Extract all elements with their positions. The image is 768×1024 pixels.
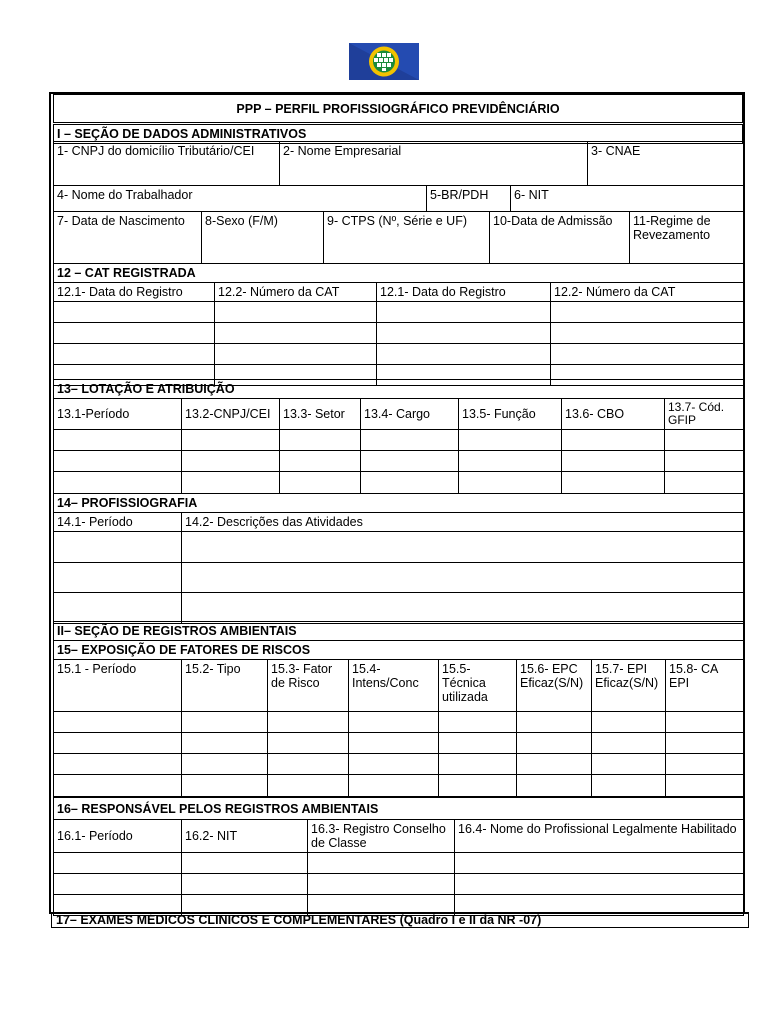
table-cell[interactable] <box>182 712 268 733</box>
table-cell[interactable] <box>517 754 592 775</box>
field-data-admissao[interactable]: 10-Data de Admissão <box>490 212 630 264</box>
table-cell[interactable] <box>182 754 268 775</box>
profissiografia-col-header: 14.2- Descrições das Atividades <box>182 513 744 532</box>
table-cell[interactable] <box>455 853 744 874</box>
exposicao-col-header: 15.4- Intens/Conc <box>349 660 439 712</box>
table-cell[interactable] <box>349 754 439 775</box>
table-cell[interactable] <box>349 712 439 733</box>
exposicao-col-header: 15.6- EPC Eficaz(S/N) <box>517 660 592 712</box>
responsavel-col-header: 16.3- Registro Conselho de Classe <box>308 820 455 853</box>
table-cell[interactable] <box>361 430 459 451</box>
admin-row2 <box>53 185 744 212</box>
table-cell[interactable] <box>54 775 182 797</box>
table-cell[interactable] <box>665 472 744 494</box>
lotacao-col-header: 13.1-Período <box>54 399 182 430</box>
responsavel-heading: 16– RESPONSÁVEL PELOS REGISTROS AMBIENTAIS <box>54 798 744 820</box>
exposicao-col-header: 15.8- CA EPI <box>666 660 744 712</box>
lotacao-col-header: 13.2-CNPJ/CEI <box>182 399 280 430</box>
table-cell[interactable] <box>665 430 744 451</box>
table-cell[interactable] <box>361 472 459 494</box>
table-cell[interactable] <box>308 874 455 895</box>
table-cell[interactable] <box>666 733 744 754</box>
table-cell[interactable] <box>54 451 182 472</box>
table-cell[interactable] <box>439 733 517 754</box>
exposicao-col-header: 15.7- EPI Eficaz(S/N) <box>592 660 666 712</box>
table-cell[interactable] <box>517 775 592 797</box>
table-cell[interactable] <box>551 302 744 323</box>
table-cell[interactable] <box>54 430 182 451</box>
form-title: PPP – PERFIL PROFISSIOGRÁFICO PREVIDÊNCIÁRIO <box>54 95 743 123</box>
lotacao-table <box>53 379 744 494</box>
table-cell[interactable] <box>377 344 551 365</box>
exposicao-col-header: 15.1 - Período <box>54 660 182 712</box>
cat-heading: 12 – CAT REGISTRADA <box>54 264 744 283</box>
table-cell[interactable] <box>377 323 551 344</box>
field-nome-trabalhador[interactable]: 4- Nome do Trabalhador <box>54 186 427 212</box>
table-cell[interactable] <box>182 775 268 797</box>
table-cell[interactable] <box>361 451 459 472</box>
table-cell[interactable] <box>182 532 744 563</box>
exposicao-col-header: 15.5- Técnica utilizada <box>439 660 517 712</box>
field-cnae[interactable]: 3- CNAE <box>588 142 744 186</box>
table-row <box>54 430 744 451</box>
table-cell[interactable] <box>455 874 744 895</box>
table-cell[interactable] <box>182 563 744 593</box>
table-cell[interactable] <box>182 733 268 754</box>
lotacao-col-header: 13.6- CBO <box>562 399 665 430</box>
previdencia-logo-icon <box>349 43 419 80</box>
table-cell[interactable] <box>665 451 744 472</box>
table-row <box>54 733 744 754</box>
table-row <box>54 323 744 344</box>
table-row <box>54 344 744 365</box>
table-cell[interactable] <box>439 775 517 797</box>
table-cell[interactable] <box>280 451 361 472</box>
cat-col-header: 12.2- Número da CAT <box>215 283 377 302</box>
table-row <box>54 853 744 874</box>
field-nit[interactable]: 6- NIT <box>511 186 744 212</box>
table-row <box>54 754 744 775</box>
table-cell[interactable] <box>349 733 439 754</box>
responsavel-col-header: 16.4- Nome do Profissional Legalmente Habilitado <box>455 820 744 853</box>
table-cell[interactable] <box>592 754 666 775</box>
exames-heading: 17– EXAMES MÉDICOS CLINICOS E COMPLEMENTARES (Quadro I e II da NR -07) <box>51 912 749 928</box>
table-row <box>54 451 744 472</box>
table-cell[interactable] <box>54 874 182 895</box>
field-nome-empresarial[interactable]: 2- Nome Empresarial <box>280 142 588 186</box>
table-row <box>54 775 744 797</box>
exposicao-table <box>53 621 744 797</box>
table-cell[interactable] <box>592 775 666 797</box>
table-cell[interactable] <box>592 733 666 754</box>
admin-row1 <box>53 141 744 186</box>
table-row <box>54 532 744 563</box>
table-cell[interactable] <box>280 472 361 494</box>
table-cell[interactable] <box>517 712 592 733</box>
exposicao-heading: 15– EXPOSIÇÃO DE FATORES DE RISCOS <box>54 641 744 660</box>
cat-col-header: 12.2- Número da CAT <box>551 283 744 302</box>
table-cell[interactable] <box>562 451 665 472</box>
table-cell[interactable] <box>54 754 182 775</box>
table-cell[interactable] <box>268 733 349 754</box>
table-cell[interactable] <box>268 775 349 797</box>
form-title-table <box>53 94 743 123</box>
cat-col-header: 12.1- Data do Registro <box>377 283 551 302</box>
table-cell[interactable] <box>268 754 349 775</box>
responsavel-col-header: 16.2- NIT <box>182 820 308 853</box>
table-cell[interactable] <box>551 344 744 365</box>
table-cell[interactable] <box>54 344 215 365</box>
table-cell[interactable] <box>592 712 666 733</box>
table-cell[interactable] <box>215 344 377 365</box>
profissiografia-heading: 14– PROFISSIOGRAFIA <box>54 494 744 513</box>
table-cell[interactable] <box>182 874 308 895</box>
table-cell[interactable] <box>280 430 361 451</box>
table-cell[interactable] <box>54 302 215 323</box>
table-cell[interactable] <box>551 323 744 344</box>
table-cell[interactable] <box>666 712 744 733</box>
table-cell[interactable] <box>54 563 182 593</box>
table-cell[interactable] <box>182 451 280 472</box>
table-cell[interactable] <box>54 323 215 344</box>
table-cell[interactable] <box>268 712 349 733</box>
lotacao-col-header: 13.5- Função <box>459 399 562 430</box>
section-ambientais-heading: II– SEÇÃO DE REGISTROS AMBIENTAIS <box>54 622 744 641</box>
table-cell[interactable] <box>666 754 744 775</box>
table-row <box>54 563 744 593</box>
table-cell[interactable] <box>349 775 439 797</box>
table-cell[interactable] <box>439 754 517 775</box>
lotacao-col-header: 13.7- Cód. GFIP <box>665 399 744 430</box>
field-cnpj[interactable]: 1- CNPJ do domicílio Tributário/CEI <box>54 142 280 186</box>
field-br-pdh[interactable]: 5-BR/PDH <box>427 186 511 212</box>
table-cell[interactable] <box>666 775 744 797</box>
profissiografia-col-header: 14.1- Período <box>54 513 182 532</box>
table-cell[interactable] <box>562 472 665 494</box>
table-cell[interactable] <box>517 733 592 754</box>
table-cell[interactable] <box>459 451 562 472</box>
responsavel-col-header: 16.1- Período <box>54 820 182 853</box>
table-cell[interactable] <box>54 532 182 563</box>
table-cell[interactable] <box>182 430 280 451</box>
table-cell[interactable] <box>182 593 744 624</box>
table-cell[interactable] <box>54 712 182 733</box>
field-ctps[interactable]: 9- CTPS (Nº, Série e UF) <box>324 212 490 264</box>
table-row <box>54 472 744 494</box>
table-row <box>54 302 744 323</box>
section-admin-heading: I – SEÇÃO DE DADOS ADMINISTRATIVOS <box>54 125 743 144</box>
lotacao-col-header: 13.3- Setor <box>280 399 361 430</box>
table-cell[interactable] <box>54 733 182 754</box>
table-row <box>54 874 744 895</box>
lotacao-heading: 13– LOTAÇÃO E ATRIBUIÇÃO <box>54 380 744 399</box>
exposicao-col-header: 15.2- Tipo <box>182 660 268 712</box>
cat-col-header: 12.1- Data do Registro <box>54 283 215 302</box>
exposicao-col-header: 15.3- Fator de Risco <box>268 660 349 712</box>
table-cell[interactable] <box>215 323 377 344</box>
admin-row3 <box>53 211 744 264</box>
table-cell[interactable] <box>308 853 455 874</box>
table-cell[interactable] <box>182 472 280 494</box>
profissiografia-table <box>53 493 744 624</box>
cat-table <box>53 263 744 386</box>
table-cell[interactable] <box>215 302 377 323</box>
table-cell[interactable] <box>377 302 551 323</box>
table-row <box>54 593 744 624</box>
table-row <box>54 712 744 733</box>
table-cell[interactable] <box>54 472 182 494</box>
responsavel-table <box>53 797 744 916</box>
table-cell[interactable] <box>562 430 665 451</box>
table-cell[interactable] <box>439 712 517 733</box>
field-sexo[interactable]: 8-Sexo (F/M) <box>202 212 324 264</box>
table-cell[interactable] <box>459 430 562 451</box>
table-cell[interactable] <box>54 853 182 874</box>
lotacao-col-header: 13.4- Cargo <box>361 399 459 430</box>
table-cell[interactable] <box>54 593 182 624</box>
table-cell[interactable] <box>459 472 562 494</box>
table-cell[interactable] <box>182 853 308 874</box>
field-regime-revezamento[interactable]: 11-Regime de Revezamento <box>630 212 744 264</box>
field-data-nascimento[interactable]: 7- Data de Nascimento <box>54 212 202 264</box>
